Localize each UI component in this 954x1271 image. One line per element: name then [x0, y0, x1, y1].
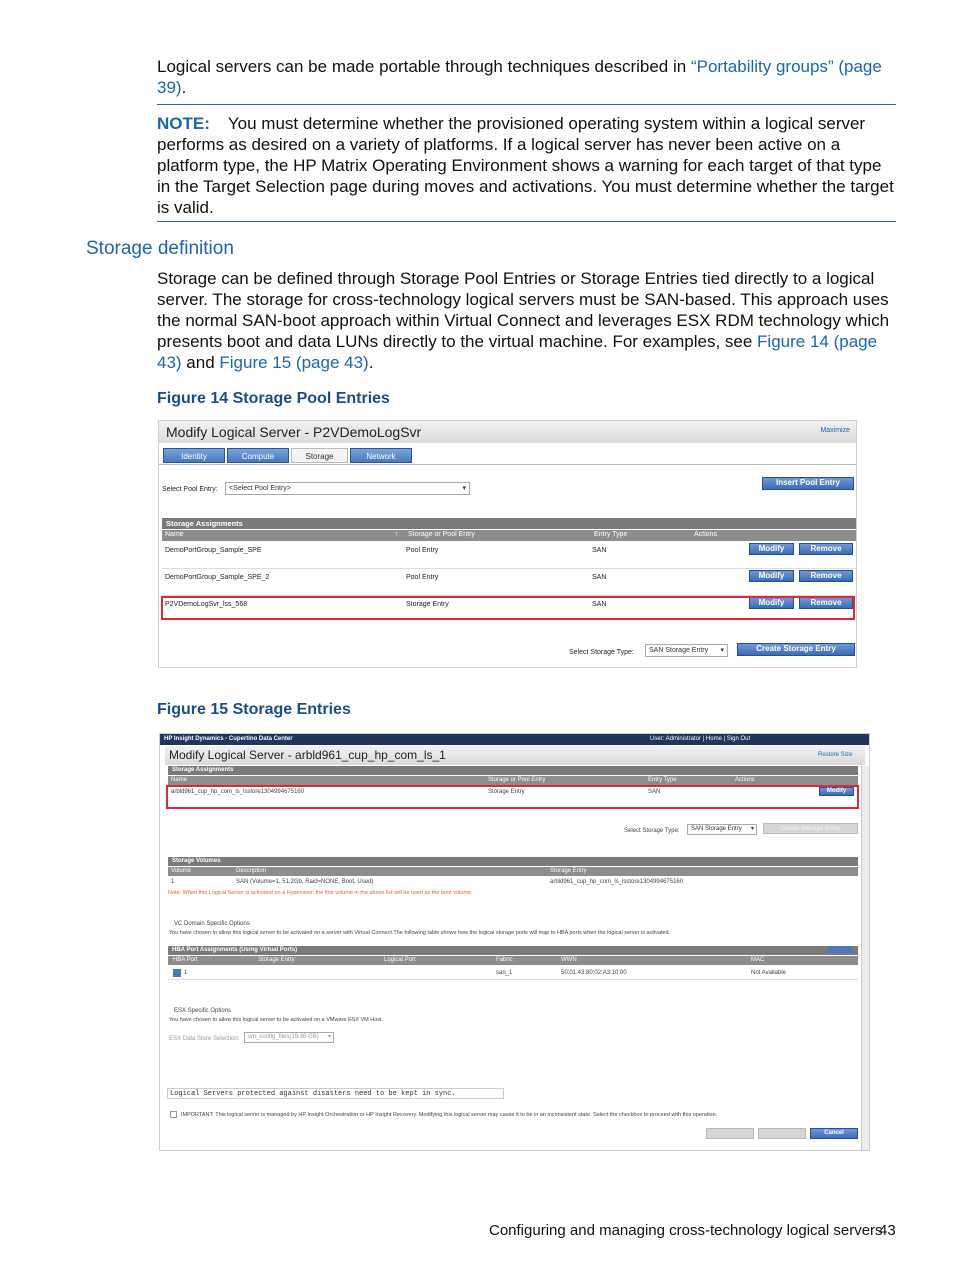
fig15-important-checkbox[interactable] — [170, 1111, 177, 1118]
row-type: SAN — [592, 601, 607, 608]
vol-desc: SAN (Volume=1, 51.2Gb, Raid=NONE, Boot, Used) — [236, 879, 374, 885]
fig14-col-header-row — [162, 530, 856, 541]
fig14-type-select-value: SAN Storage Entry — [649, 647, 709, 654]
hba-fabric: san_1 — [496, 970, 513, 976]
fig14-pool-label: Select Pool Entry: — [162, 486, 218, 493]
row-type: SAN — [648, 789, 661, 795]
fig14-tab-storage[interactable]: Storage — [291, 448, 348, 463]
fig14-pool-select[interactable] — [225, 482, 470, 495]
section-heading: Storage definition — [86, 238, 234, 259]
fig15-hba-header — [168, 946, 858, 955]
section-end: . — [368, 353, 374, 372]
chevron-down-icon: ▾ — [750, 826, 754, 832]
fig15-hba-col-logical: Logical Port — [384, 957, 416, 963]
row-type: SAN — [592, 547, 607, 554]
table-row — [162, 569, 856, 596]
fig15-important-text: IMPORTANT: This logical server is managed by HP Insight Orchestration or HP Insight Recovery. Modifying this logical server may cause it to be in an inconsistent state. Select the checkbox to proceed with this operation. — [181, 1112, 718, 1118]
fig14-tab-compute[interactable]: Compute — [227, 448, 289, 463]
fig15-app-title: HP Insight Dynamics - Cupertino Data Center — [164, 736, 293, 742]
note-bottom-rule — [157, 221, 896, 222]
fig14-type-select[interactable] — [645, 644, 728, 657]
fig14-tab-rule — [159, 464, 857, 465]
fig14-pool-select-value: <Select Pool Entry> — [229, 485, 291, 492]
fig15-title: Modify Logical Server - arbld961_cup_hp_com_ls_1 — [169, 748, 446, 762]
fig14-title: Modify Logical Server - P2VDemoLogSvr — [166, 424, 422, 440]
fig15-vol-col-row — [168, 867, 858, 876]
fig15-ds-label: ESX Data Store Selection: — [169, 1036, 240, 1042]
expand-icon[interactable] — [173, 969, 181, 977]
vol-entry: arbld961_cup_hp_com_ls_lsstore1304994675160 — [550, 879, 684, 885]
intro-paragraph — [157, 56, 897, 98]
row-entry: Pool Entry — [406, 547, 439, 554]
table-row — [168, 877, 858, 888]
chevron-down-icon: ▾ — [720, 647, 724, 654]
fig15-vol-col-desc: Description — [236, 868, 267, 874]
hba-wwn: 50:01:43:80:02:A3:10:00 — [561, 970, 627, 976]
figure14-caption: Figure 14 Storage Pool Entries — [157, 390, 390, 407]
fig15-hba-header-text: HBA Port Assignments (Using Virtual Ports) — [172, 947, 298, 953]
fig15-col-actions: Actions — [735, 777, 755, 783]
fig15-vol-col-entry: Storage Entry — [550, 868, 587, 874]
fig14-maximize[interactable]: Maximize — [820, 427, 850, 434]
highlight-box — [166, 785, 859, 809]
figure15-screenshot — [159, 733, 870, 1151]
modify-button[interactable]: Modify — [749, 597, 794, 609]
intro-text: Logical servers can be made portable through techniques described in — [157, 57, 691, 76]
fig15-type-select[interactable] — [687, 824, 757, 835]
note-text: You must determine whether the provisioned operating system within a logical server performs as desired on a variety of platforms. If a logical server has never been active on a platform type, the HP Matrix Operating Environment shows a warning for each target of that type in the Target Selection page during moves and activations. You must determine whether the target is valid. — [157, 114, 894, 217]
fig15-assign-header: Storage Assignments — [168, 766, 858, 775]
row-name: arbld961_cup_hp_com_ls_lsstore1304994675160 — [171, 789, 305, 795]
fig15-hba-col-port: HBA Port — [173, 957, 198, 963]
fig15-restore-size[interactable]: Restore Size — [818, 752, 853, 758]
fig14-tab-identity[interactable]: Identity — [163, 448, 225, 463]
modify-button[interactable]: Modify — [749, 570, 794, 582]
fig14-tab-network[interactable]: Network — [350, 448, 412, 463]
section-and: and — [181, 353, 220, 372]
fig15-type-label: Select Storage Type: — [624, 828, 680, 834]
sort-arrow-icon: ↑ — [395, 531, 399, 538]
section-paragraph — [157, 268, 897, 373]
fig14-col-type[interactable]: Entry Type — [594, 531, 628, 538]
row-entry: Storage Entry — [488, 789, 525, 795]
figure14-link[interactable]: Figure 14 (page 43) — [157, 332, 878, 372]
fig15-vc-text: You have chosen to allow this logical server to be activated on a server with Virtual Connect.The following table shows how the logical storage ports will map to HBA ports when the logical server is activated. — [169, 930, 671, 936]
portability-link[interactable]: “Portability groups” (page 39) — [157, 57, 882, 97]
fig15-hba-col-fabric: Fabric — [496, 957, 513, 963]
note-label: NOTE: — [157, 114, 210, 133]
note-block — [157, 113, 897, 218]
hba-port: 1 — [184, 970, 188, 976]
fig14-assign-header: Storage Assignments — [162, 518, 856, 529]
note-top-rule — [157, 104, 896, 105]
table-row — [168, 966, 858, 980]
fig15-hba-col-wwn: WWN — [561, 957, 577, 963]
row-name: P2VDemoLogSvr_lss_568 — [165, 601, 248, 608]
fig15-back-button[interactable] — [706, 1128, 754, 1139]
hba-mac: Not Available — [751, 970, 786, 976]
highlight-box — [161, 596, 855, 620]
fig15-type-select-value: SAN Storage Entry — [691, 826, 742, 832]
fig15-boot-note: Note: When this Logical Server is activated on a Hypervisor, the first volume in the above list will be used as the boot volume. — [168, 890, 473, 896]
modify-button[interactable]: Modify — [749, 543, 794, 555]
fig15-topbar — [160, 734, 870, 745]
fig15-volumes-header: Storage Volumes — [168, 857, 858, 866]
expand-collapse-icon[interactable] — [828, 946, 852, 953]
modify-button[interactable]: Modify — [819, 787, 854, 796]
row-name: DemoPortGroup_Sample_SPE_2 — [165, 574, 270, 581]
fig15-vc-label: VC Domain Specific Options — [174, 921, 250, 927]
fig15-hba-col-mac: MAC — [751, 957, 765, 963]
row-name: DemoPortGroup_Sample_SPE — [165, 547, 262, 554]
vol-number: 1 — [171, 879, 175, 885]
table-row — [162, 542, 856, 569]
fig15-ds-select[interactable] — [244, 1032, 334, 1043]
figure15-caption: Figure 15 Storage Entries — [157, 701, 351, 718]
fig15-titlebar — [165, 746, 865, 765]
intro-end: . — [181, 78, 187, 97]
row-entry: Pool Entry — [406, 574, 439, 581]
fig15-hba-col-row — [168, 956, 858, 965]
fig15-ds-select-value: vm_config_files(19.36 GB) — [248, 1034, 319, 1040]
fig14-titlebar — [159, 421, 857, 443]
fig15-col-name[interactable]: Name — [171, 777, 188, 783]
chevron-down-icon: ▾ — [327, 1034, 331, 1040]
fig14-col-entry[interactable]: Storage or Pool Entry — [408, 531, 475, 538]
remove-button[interactable]: Remove — [799, 597, 853, 609]
figure15-link[interactable]: Figure 15 (page 43) — [219, 353, 369, 372]
figure14-screenshot — [158, 420, 857, 668]
page-number: 43 — [879, 1222, 896, 1239]
fig15-dr-textarea[interactable] — [167, 1088, 504, 1099]
fig15-cancel-button[interactable]: Cancel — [810, 1128, 858, 1139]
fig14-insert-pool-button[interactable]: Insert Pool Entry — [762, 477, 854, 490]
fig15-next-button[interactable] — [758, 1128, 806, 1139]
remove-button[interactable]: Remove — [799, 570, 853, 582]
fig15-col-entry[interactable]: Storage or Pool Entry — [488, 777, 546, 783]
fig15-create-storage-button[interactable]: Create Storage Entry — [763, 823, 858, 834]
fig14-create-storage-button[interactable]: Create Storage Entry — [737, 643, 855, 656]
fig14-type-label: Select Storage Type: — [569, 649, 634, 656]
row-type: SAN — [592, 574, 607, 581]
remove-button[interactable]: Remove — [799, 543, 853, 555]
fig15-user-links[interactable]: User: Administrator | Home | Sign Out — [650, 736, 751, 742]
chevron-down-icon: ▾ — [462, 485, 466, 492]
fig15-dr-text: Logical Servers protected against disasters need to be kept in sync. — [170, 1090, 456, 1098]
row-entry: Storage Entry — [406, 601, 449, 608]
fig15-col-header-row — [168, 776, 858, 785]
fig15-esx-text: You have chosen to allow this logical server to be activated on a VMware ESX VM Host. — [169, 1017, 384, 1023]
fig15-hba-col-entry: Storage Entry — [258, 957, 295, 963]
fig15-scrollbar[interactable] — [861, 766, 869, 1150]
fig14-col-name[interactable]: Name — [165, 531, 184, 538]
fig15-col-type[interactable]: Entry Type — [648, 777, 677, 783]
footer-text: Configuring and managing cross-technology logical servers — [489, 1222, 883, 1239]
section-text: Storage can be defined through Storage Pool Entries or Storage Entries tied directly to a logical server. The storage for cross-technology logical servers must be SAN-based. This approach uses the normal SAN-boot approach within Virtual Connect and leverages ESX RDM technology which presents boot and data LUNs directly to the virtual machine. For examples, see — [157, 269, 890, 351]
fig14-col-actions: Actions — [694, 531, 717, 538]
fig15-esx-label: ESX Specific Options — [174, 1008, 232, 1014]
fig15-vol-col-volume: Volume — [171, 868, 192, 874]
